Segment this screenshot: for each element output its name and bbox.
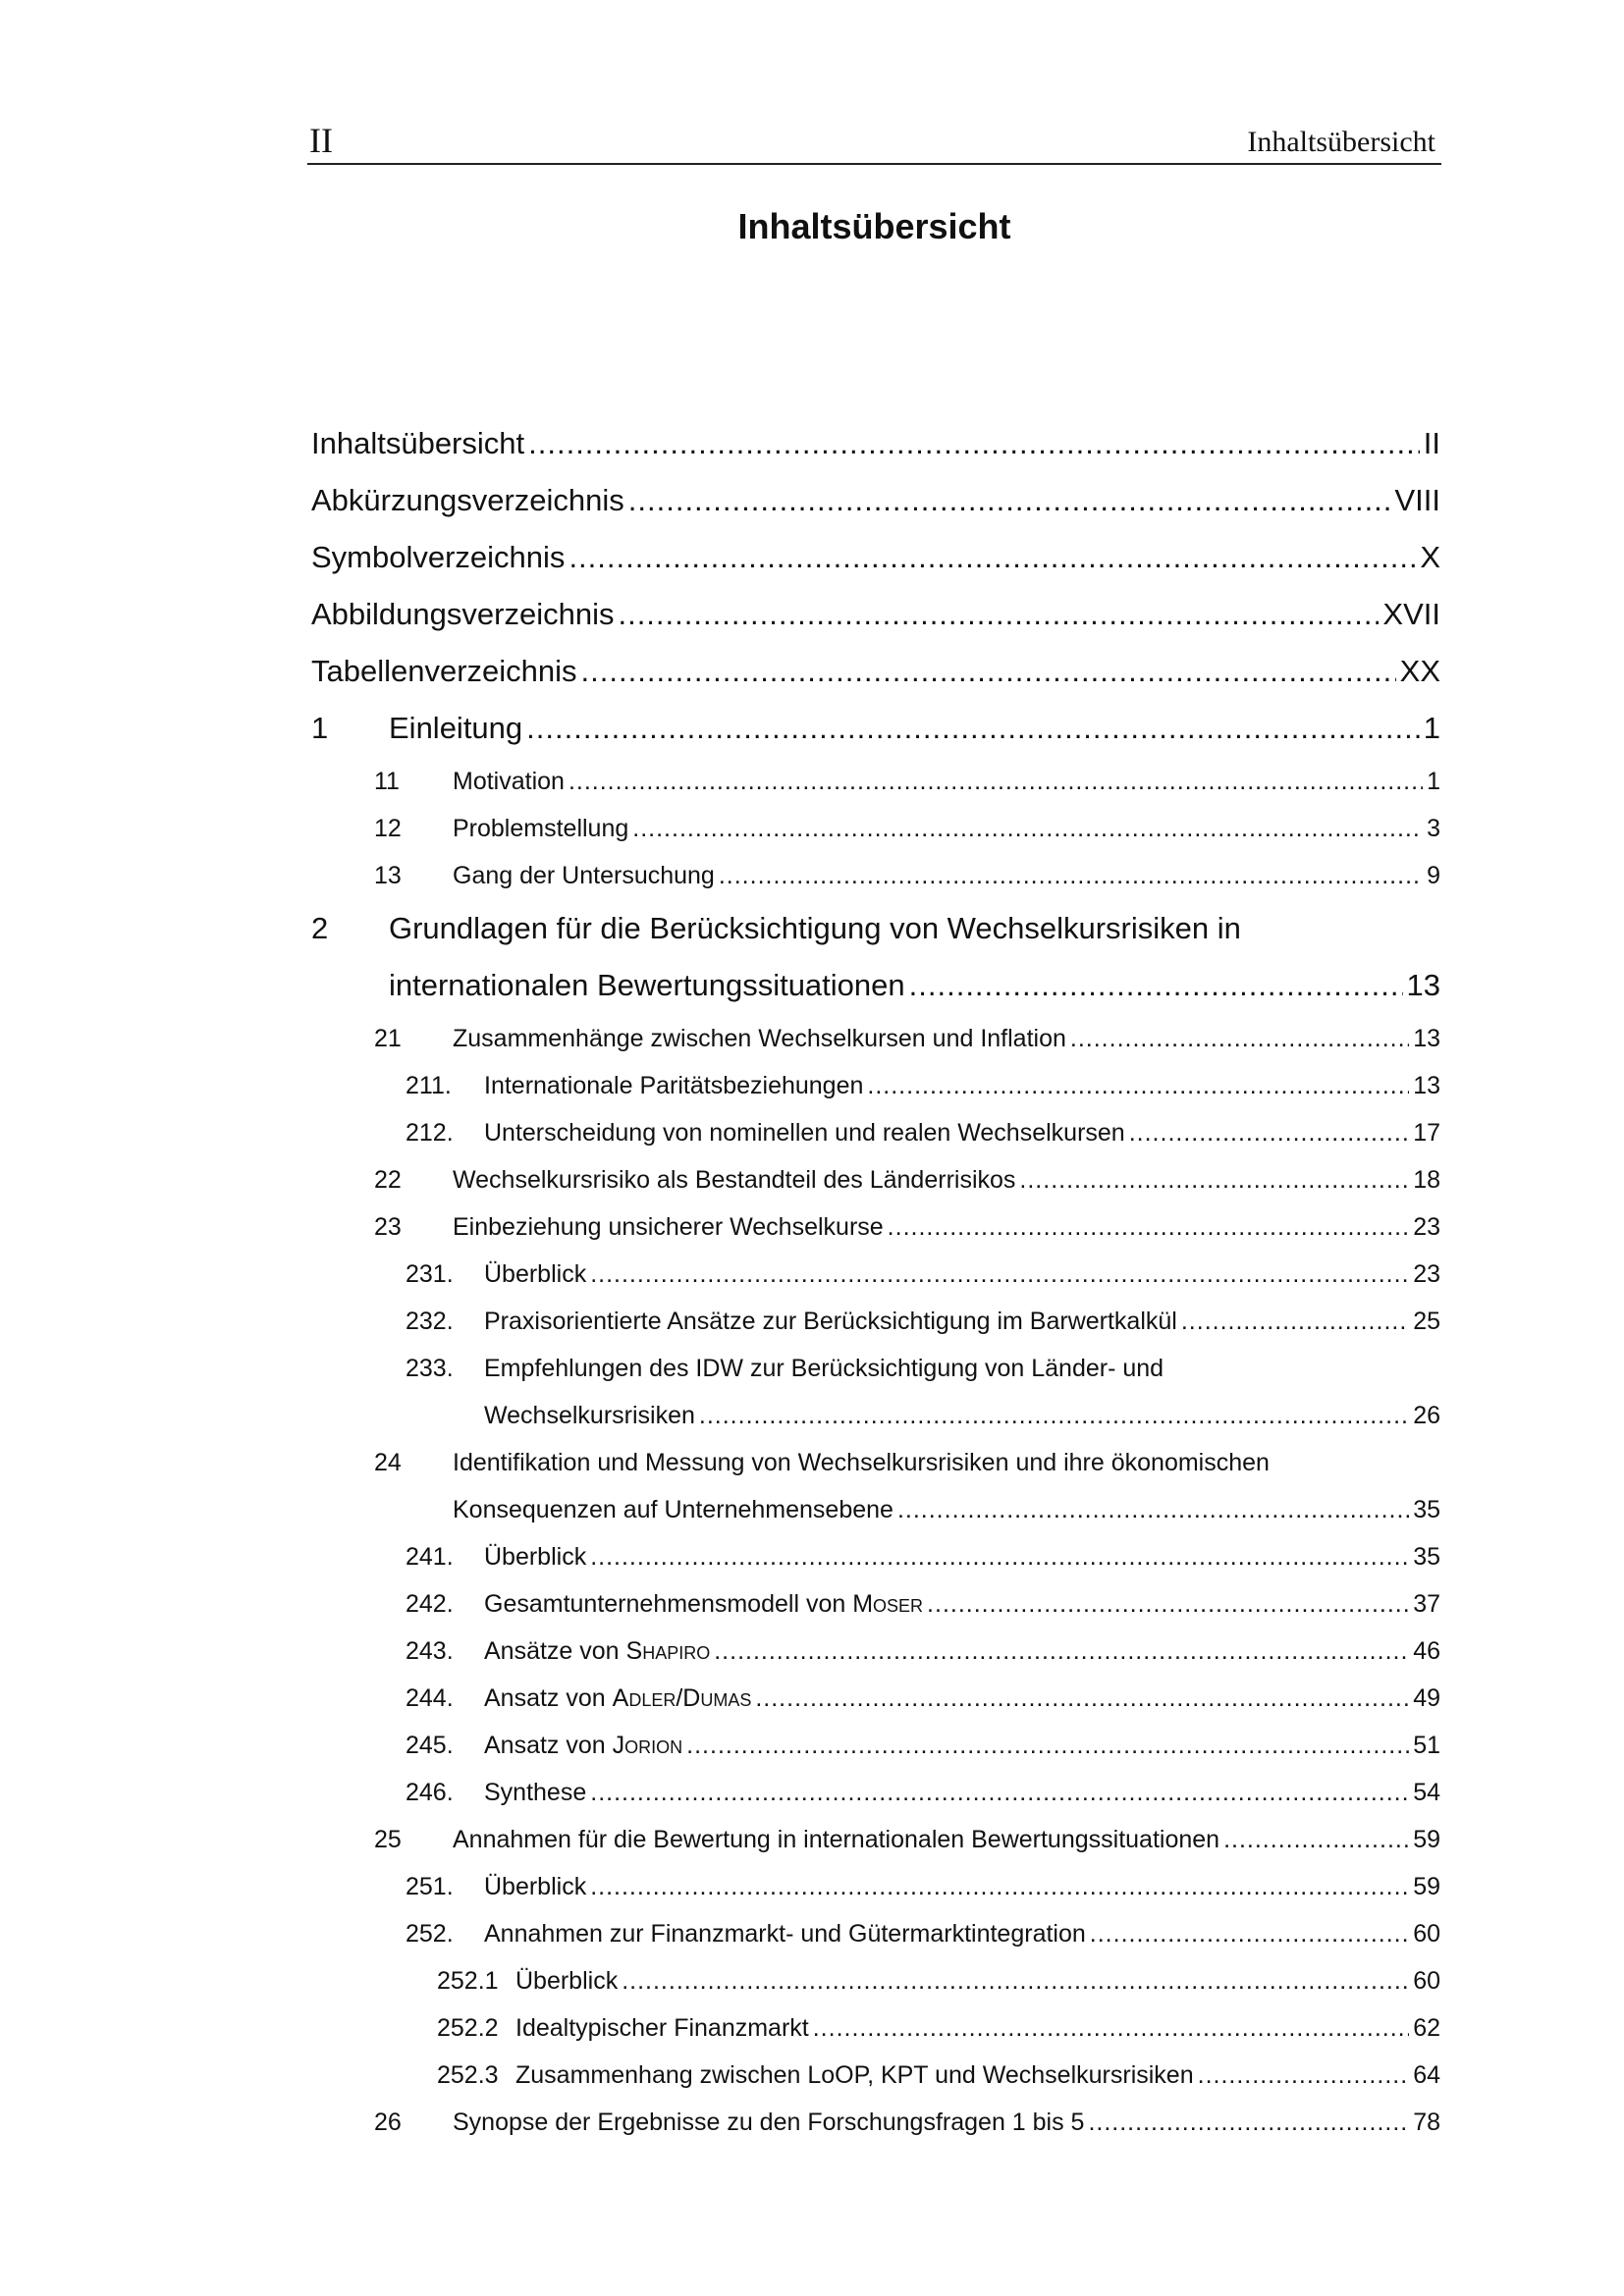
toc-page: 13: [1413, 1072, 1440, 1099]
toc-entry-231[interactable]: [484, 1260, 1440, 1289]
toc-entry-25[interactable]: [453, 1826, 1440, 1854]
toc-number: 1: [311, 711, 329, 745]
toc-label: Überblick: [484, 1543, 587, 1571]
toc-label: Synthese: [484, 1779, 587, 1806]
toc-page: 13: [1406, 968, 1440, 1002]
toc-entry-245[interactable]: [484, 1732, 1440, 1760]
toc-entry-11[interactable]: [453, 768, 1440, 796]
toc-entry-2522[interactable]: [515, 2014, 1440, 2043]
toc-label: Unterscheidung von nominellen und realen Wechselkursen: [484, 1119, 1125, 1147]
toc-number: 23: [374, 1213, 402, 1241]
toc-label: Einleitung: [389, 711, 523, 745]
toc-page: 60: [1413, 1920, 1440, 1948]
toc-entry-24[interactable]: [453, 1496, 1440, 1524]
toc-label: Ansatz von: [484, 1684, 606, 1712]
running-header: [307, 116, 1441, 165]
toc-label: Motivation: [453, 768, 565, 795]
toc-page: 9: [1427, 862, 1440, 889]
toc-label: Überblick: [484, 1260, 587, 1288]
toc-label-line1[interactable]: Empfehlungen des IDW zur Berücksichtigung von Länder- und: [484, 1355, 1164, 1382]
toc-page: 60: [1413, 1967, 1440, 1995]
toc-label-line1[interactable]: Identifikation und Messung von Wechselkursrisiken und ihre ökonomischen: [453, 1449, 1270, 1476]
toc-page: 62: [1413, 2014, 1440, 2042]
toc-page: 1: [1423, 711, 1440, 745]
toc-entry-242[interactable]: [484, 1590, 1440, 1619]
toc-label: Zusammenhang zwischen LoOP, KPT und Wechselkursrisiken: [515, 2061, 1194, 2089]
toc-label: Gesamtunternehmensmodell von: [484, 1590, 846, 1618]
toc-label: Praxisorientierte Ansätze zur Berücksichtigung im Barwertkalkül: [484, 1308, 1177, 1335]
toc-number: 233.: [406, 1355, 454, 1382]
toc-page: 18: [1413, 1166, 1440, 1194]
toc-number: 246.: [406, 1779, 454, 1806]
toc-label: Inhaltsübersicht: [311, 426, 525, 460]
toc-page: 23: [1413, 1260, 1440, 1288]
toc-number: 252.: [406, 1920, 454, 1948]
toc-number: 211.: [406, 1072, 452, 1099]
toc-page: 1: [1427, 768, 1440, 795]
page-title: Inhaltsübersicht: [737, 206, 1011, 246]
toc-page: 26: [1413, 1402, 1440, 1429]
toc-entry-212[interactable]: [484, 1119, 1440, 1148]
toc-page: 35: [1413, 1543, 1440, 1571]
toc-label: Einbeziehung unsicherer Wechselkurse: [453, 1213, 884, 1241]
toc-number: 25: [374, 1826, 402, 1853]
toc-entry-21[interactable]: [453, 1025, 1440, 1053]
toc-number: 12: [374, 815, 402, 842]
toc-number: 231.: [406, 1260, 454, 1288]
toc-page: 59: [1413, 1873, 1440, 1900]
toc-page: 64: [1413, 2061, 1440, 2089]
toc-label: Konsequenzen auf Unternehmensebene: [453, 1496, 893, 1523]
toc-label: Symbolverzeichnis: [311, 540, 566, 574]
toc-entry-inhaltsuebersicht[interactable]: [311, 426, 1440, 461]
toc-page: X: [1420, 540, 1440, 574]
toc-label: Annahmen zur Finanzmarkt- und Gütermarktintegration: [484, 1920, 1086, 1948]
toc-author: Shapiro: [625, 1637, 711, 1665]
toc-page: 25: [1413, 1308, 1440, 1335]
toc-entry-232[interactable]: [484, 1308, 1440, 1336]
toc-label: Internationale Paritätsbeziehungen: [484, 1072, 864, 1099]
toc-number: 252.1: [437, 1967, 499, 1995]
toc-label: Überblick: [484, 1873, 587, 1900]
toc-entry-abbildungsverzeichnis[interactable]: [311, 597, 1440, 632]
toc-label: Ansätze von: [484, 1637, 620, 1665]
toc-page: 17: [1413, 1119, 1440, 1147]
toc-number: 243.: [406, 1637, 454, 1665]
toc-entry-23[interactable]: [453, 1213, 1440, 1242]
toc-author: Moser: [852, 1590, 924, 1618]
toc-page: 13: [1413, 1025, 1440, 1052]
toc-entry-26[interactable]: [453, 2109, 1440, 2137]
toc-number: 212.: [406, 1119, 454, 1147]
toc-entry-252[interactable]: [484, 1920, 1440, 1949]
toc-entry-12[interactable]: [453, 815, 1440, 843]
toc-entry-241[interactable]: [484, 1543, 1440, 1572]
toc-page: II: [1423, 426, 1440, 460]
toc-label: Wechselkursrisiko als Bestandteil des Länderrisikos: [453, 1166, 1016, 1194]
toc-author: Adler/Dumas: [612, 1684, 752, 1712]
toc-entry-chapter-2[interactable]: [389, 968, 1440, 1003]
toc-label: Ansatz von: [484, 1732, 606, 1759]
toc-label: Synopse der Ergebnisse zu den Forschungsfragen 1 bis 5: [453, 2109, 1085, 2136]
toc-label: Idealtypischer Finanzmarkt: [515, 2014, 809, 2042]
toc-label: Abkürzungsverzeichnis: [311, 483, 624, 517]
page-number: II: [309, 121, 333, 160]
toc-number: 251.: [406, 1873, 454, 1900]
toc-entry-22[interactable]: [453, 1166, 1440, 1195]
toc-number: 11: [374, 768, 400, 795]
toc-entry-tabellenverzeichnis[interactable]: [311, 654, 1440, 689]
toc-page: 49: [1413, 1684, 1440, 1712]
toc-entry-13[interactable]: [453, 862, 1440, 890]
toc-entry-chapter-1[interactable]: [389, 711, 1440, 746]
toc-label: internationalen Bewertungssituationen: [389, 968, 905, 1002]
toc-number: 242.: [406, 1590, 454, 1618]
toc-entry-2523[interactable]: [515, 2061, 1440, 2090]
toc-number: 245.: [406, 1732, 454, 1759]
toc-entry-246[interactable]: [484, 1779, 1440, 1807]
toc-number: 24: [374, 1449, 402, 1476]
toc-number: 252.3: [437, 2061, 499, 2089]
toc-label: Zusammenhänge zwischen Wechselkursen und Inflation: [453, 1025, 1066, 1052]
toc-label: Abbildungsverzeichnis: [311, 597, 615, 631]
toc-page: 37: [1413, 1590, 1440, 1618]
toc-number: 241.: [406, 1543, 454, 1571]
toc-number: 21: [374, 1025, 402, 1052]
toc-entry-symbolverzeichnis[interactable]: [311, 540, 1440, 575]
toc-page: 59: [1413, 1826, 1440, 1853]
toc-label-line1[interactable]: Grundlagen für die Berücksichtigung von Wechselkursrisiken in: [389, 911, 1241, 945]
toc-number: 2: [311, 911, 329, 945]
toc-label: Problemstellung: [453, 815, 629, 842]
toc-page: 78: [1413, 2109, 1440, 2136]
toc-number: 232.: [406, 1308, 454, 1335]
toc-label: Überblick: [515, 1967, 619, 1995]
toc-page: 23: [1413, 1213, 1440, 1241]
toc-page: VIII: [1394, 483, 1440, 517]
toc-number: 26: [374, 2109, 402, 2136]
toc-page: 3: [1427, 815, 1440, 842]
toc-page: 46: [1413, 1637, 1440, 1665]
running-title: Inhaltsübersicht: [1247, 126, 1435, 158]
toc-label: Tabellenverzeichnis: [311, 654, 577, 688]
toc-number: 244.: [406, 1684, 454, 1712]
toc-page: 51: [1413, 1732, 1440, 1759]
toc-number: 13: [374, 862, 402, 889]
toc-entry-2521[interactable]: [515, 1967, 1440, 1996]
toc-label: Gang der Untersuchung: [453, 862, 715, 889]
toc-entry-251[interactable]: [484, 1873, 1440, 1901]
toc-label: Wechselkursrisiken: [484, 1402, 695, 1429]
toc-page: 54: [1413, 1779, 1440, 1806]
toc-entry-233[interactable]: [484, 1402, 1440, 1430]
toc-entry-211[interactable]: [484, 1072, 1440, 1100]
toc-label: Annahmen für die Bewertung in internationalen Bewertungssituationen: [453, 1826, 1220, 1853]
toc-page: 35: [1413, 1496, 1440, 1523]
toc-author: Jorion: [612, 1732, 683, 1759]
toc-entry-243[interactable]: [484, 1637, 1440, 1666]
toc-number: 22: [374, 1166, 402, 1194]
toc-entry-abkuerzungsverzeichnis[interactable]: [311, 483, 1440, 518]
toc-entry-244[interactable]: [484, 1684, 1440, 1713]
toc-number: 252.2: [437, 2014, 499, 2042]
toc-page: XVII: [1382, 597, 1440, 631]
toc-page: XX: [1399, 654, 1440, 688]
